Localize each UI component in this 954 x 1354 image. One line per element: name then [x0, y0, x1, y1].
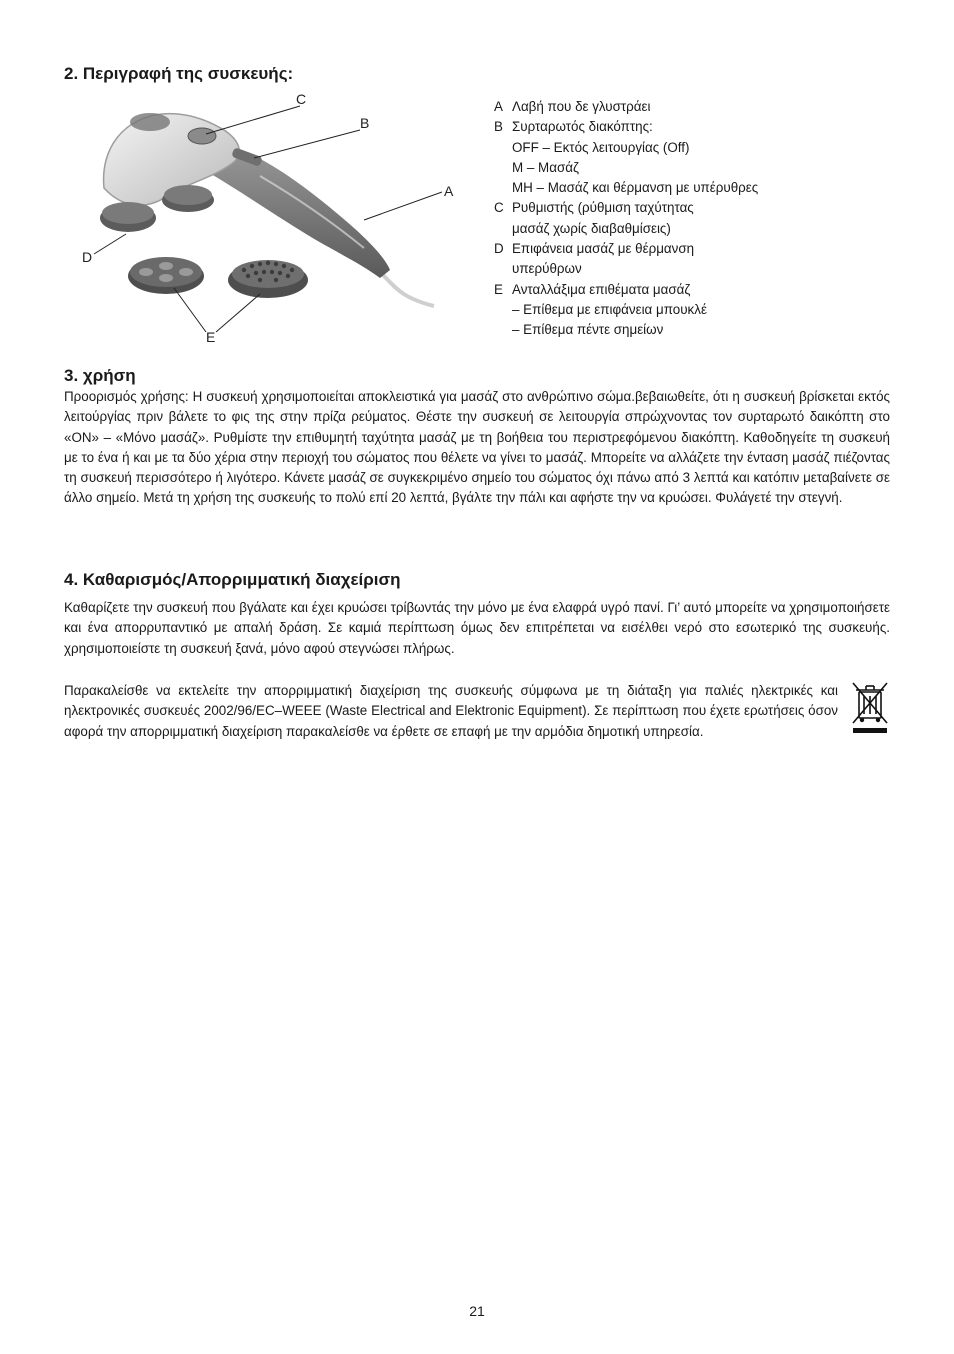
legend-text: Ρυθμιστής (ρύθμιση ταχύτητας	[512, 200, 694, 216]
legend-key: C	[494, 200, 504, 216]
legend-text: M – Μασάζ	[512, 159, 579, 175]
section-2-heading: 2. Περιγραφή της συσκευής:	[64, 64, 294, 83]
legend-key: B	[494, 119, 503, 135]
legend-row	[494, 239, 824, 259]
figure-label-d: D	[82, 249, 93, 265]
disposal-notice: Παρακαλείσθε να εκτελείτε την απορριμματική διαχείριση της συσκευής σύμφωνα με τη διάταξη για παλιές ηλεκτρικές και ηλεκτρονικές συσκευές 2002/96/EC–WEEE (Waste Electrical and Elektronic Equipment). Σε περίπτωση που έχετε ερωτήσεις όσον αφορά την απορριμματική διαχείριση παρακαλείσθε να έρθετε σε επαφή με την αρμόδια δημοτική υπηρεσία.	[64, 683, 838, 739]
section-3-heading: 3. χρήση	[64, 366, 136, 385]
legend-row	[494, 280, 824, 300]
legend-key: D	[494, 241, 504, 257]
device-figure	[64, 88, 464, 348]
figure-label-c: C	[296, 91, 307, 107]
section-4-heading: 4. Καθαρισμός/Απορριμματική διαχείριση	[64, 570, 401, 589]
legend-text: μασάζ χωρίς διαβαθμίσεις)	[512, 220, 671, 236]
figure-label-a: A	[444, 183, 454, 199]
legend-row	[494, 198, 824, 218]
legend-row	[494, 117, 824, 137]
crossed-out-wheelie-bin-icon	[850, 680, 890, 736]
legend-key: E	[494, 281, 503, 297]
legend-text: – Επίθεμα με επιφάνεια μπουκλέ	[512, 301, 707, 317]
section-4-body: Καθαρίζετε την συσκευή που βγάλατε και έχει κρυώσει τρίβωντάς την μόνο με ένα ελαφρά υγρό πανί. Γι’ αυτό μπορείτε να χρησιμοποιήσετε και ένα απορρυπαντικό με απαλή δράση. Σε καμιά περίπτωση όμως δεν επιτρέπεται να εισέλθει νερό στο εσωτερικό της συσκευής. χρησιμοποιείστε τη συσκευή ξανά, μόνο αφού στεγνώσει πλήρως.	[64, 600, 890, 656]
legend-text: Ανταλλάξιμα επιθέματα μασάζ	[512, 281, 691, 297]
legend-text: MH – Μασάζ και θέρμανση με υπέρυθρες	[512, 180, 759, 196]
legend-row	[494, 97, 824, 117]
massager-illustration	[64, 88, 464, 348]
figure-label-b: B	[360, 115, 370, 131]
legend-text: OFF – Εκτός λειτουργίας (Off)	[512, 139, 690, 155]
legend-text: Λαβή που δε γλυστράει	[512, 99, 651, 114]
legend-text: – Επίθεμα πέντε σημείων	[512, 322, 664, 338]
page-number: 21	[469, 1303, 485, 1319]
component-legend	[494, 97, 824, 341]
legend-key: A	[494, 99, 503, 114]
section-3-body: Προορισμός χρήσης: Η συσκευή χρησιμοποιείται αποκλειστικά για μασάζ στο ανθρώπινο σώμα.βεβαιωθείτε, ότι η συσκευή βρίσκεται εκτός λειτούργίας πριν βάλετε το φις της στην πρίζα ρεύματος. Θέστε την συσκευή σε λειτουργία σπρώχνοντας τον συρταρωτό δαικόπτη στο «ON» – «Μόνο μασάζ». Ρυθμίστε την επιθυμητή ταχύτητα μασάζ με τη βοήθεια του περιστρεφόμενου διακόπτη. Καθοδηγείτε τη συσκευή με το ένα ή και με τα δύο χέρια στην περιοχή του σώματος που θέλετε να γίνει το μασάζ. Μπορείτε να αλλάζετε την ένταση μασάζ πιέζοντας τη συσκευή περισσότερο ή λιγότερο. Κάνετε μασάζ σε συγκεκριμένο σημείο του σώματος όχι πάνω από 3 λεπτά και κατόπιν μεταβαίνετε σε άλλο σημείο. Μετά τη χρήση της συσκευής το πολύ επί 20 λεπτά, βγάλτε την πάλι και αφήστε την να κρυώσει. Φυλάγετέ την στεγνή.	[64, 389, 890, 506]
legend-text: υπερύθρων	[512, 261, 582, 277]
legend-text: Επιφάνεια μασάζ με θέρμανση	[512, 241, 695, 257]
figure-label-e: E	[206, 329, 216, 345]
legend-text: Συρταρωτός διακόπτης:	[512, 119, 653, 135]
